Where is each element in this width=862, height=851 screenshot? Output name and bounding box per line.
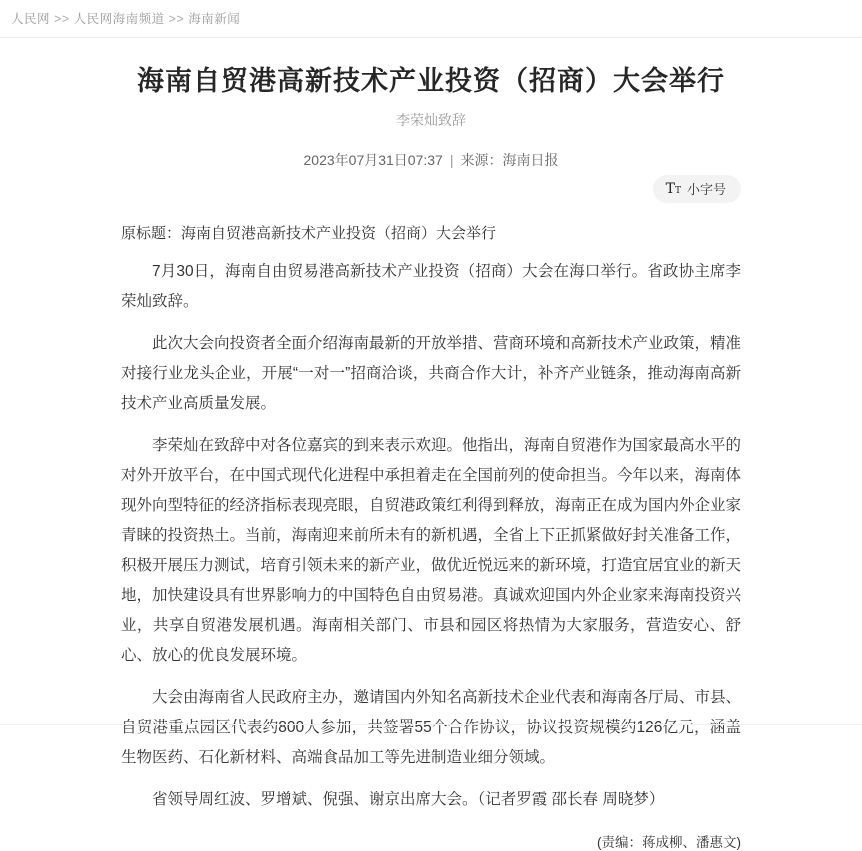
publish-date: 2023年07月31日07:37 <box>303 152 443 168</box>
breadcrumb-separator: >> <box>168 12 185 26</box>
paragraph: 大会由海南省人民政府主办，邀请国内外知名高新技术企业代表和海南各厅局、市县、自贸港重点园区代表约800人参加，共签署55个合作协议，协议投资规模约126亿元，涵盖生物医药、石化新材料、高端食品加工等先进制造业细分领域。 <box>121 689 742 766</box>
breadcrumb-link-hainan-channel[interactable]: 人民网海南频道 <box>73 12 165 26</box>
article-meta <box>121 150 741 170</box>
paragraph: 7月30日，海南自由贸易港高新技术产业投资（招商）大会在海口举行。省政协主席李荣灿致辞。 <box>121 263 741 310</box>
article-toolbar <box>121 175 741 201</box>
source-link[interactable]: 海南日报 <box>502 152 559 168</box>
paragraph: 李荣灿在致辞中对各位嘉宾的到来表示欢迎。他指出，海南自贸港作为国家最高水平的对外开放平台，在中国式现代化进程中承担着走在全国前列的使命担当。今年以来，海南体现外向型特征的经济指标表现亮眼，自贸港政策红利得到释放，海南正在成为国内外企业家青睐的投资热土。当前，海南迎来前所未有的新机遇，全省上下正抓紧做好封关准备工作，积极开展压力测试，培育引领未来的新产业，做优近悦远来的新环境，打造宜居宜业的新天地，加快建设具有世界影响力的中国特色自由贸易港。真诚欢迎国内外企业家来海南投资兴业，共享自贸港发展机遇。海南相关部门、市县和园区将热情为大家服务，营造安心、舒心、放心的优良发展环境。 <box>121 437 742 664</box>
meta-separator: | <box>449 152 454 168</box>
breadcrumb-separator: >> <box>54 12 70 26</box>
breadcrumb-link-hainan-news[interactable]: 海南新闻 <box>188 12 241 26</box>
font-size-button-label: 小字号 <box>686 182 726 197</box>
article-container <box>121 64 741 851</box>
original-title: 原标题：海南自贸港高新技术产业投资（招商）大会举行 <box>121 225 497 242</box>
paragraph: 省领导周红波、罗增斌、倪强、谢京出席大会。（记者罗霞 邵长春 周晓梦） <box>152 791 665 808</box>
breadcrumb <box>0 0 862 38</box>
breadcrumb-link-peoples-daily[interactable]: 人民网 <box>11 12 51 26</box>
page-title: 海南自贸港高新技术产业投资（招商）大会举行 <box>137 66 725 96</box>
editor-credit: (责编：蒋成柳、潘惠文) <box>597 835 741 850</box>
paragraph: 此次大会向投资者全面介绍海南最新的开放举措、营商环境和高新技术产业政策，精准对接行业龙头企业，开展“一对一”招商洽谈，共商合作大计，补齐产业链条，推动海南高新技术产业高质量发展。 <box>121 335 742 412</box>
source-label: 来源： <box>460 152 503 168</box>
article-subtitle: 李荣灿致辞 <box>396 112 466 128</box>
font-size-button[interactable] <box>653 175 741 203</box>
font-size-icon: TT <box>665 180 681 197</box>
article-body <box>121 223 741 851</box>
